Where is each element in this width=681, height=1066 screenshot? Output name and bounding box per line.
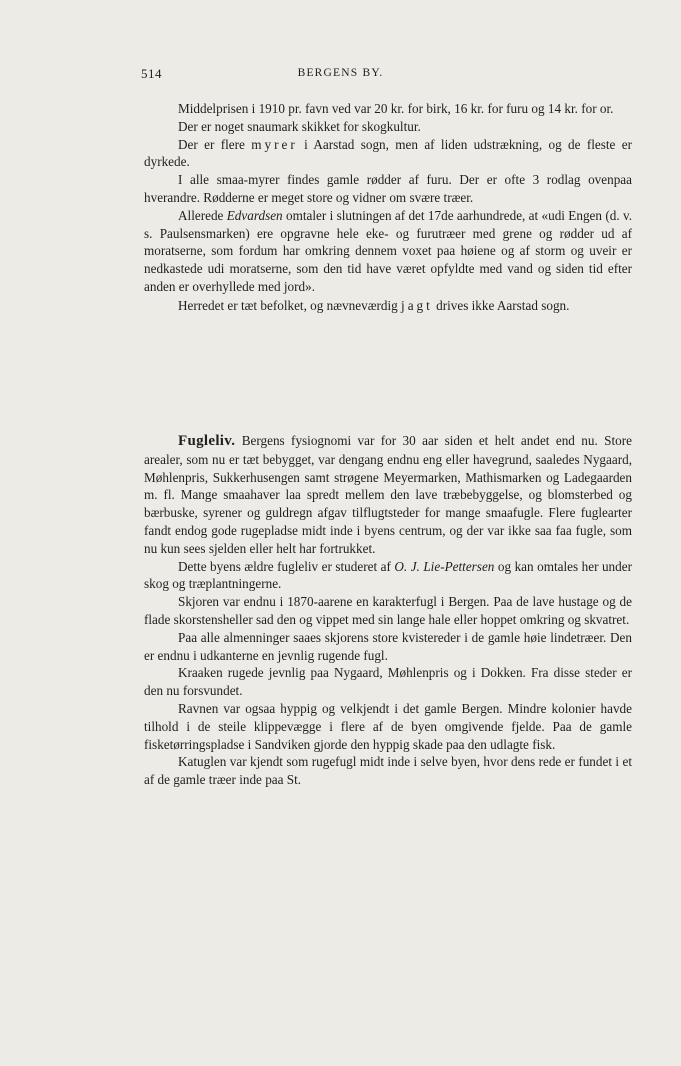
paragraph: I alle smaa-myrer findes gamle rødder af furu. Der er ofte 3 rodlag ovenpaa hverandre. Rødderne er meget store og vidner om svære træer. — [144, 172, 632, 205]
spaced-term: myrer — [251, 136, 298, 152]
paragraph: Kraaken rugede jevnlig paa Nygaard, Møhlenpris og i Dokken. Fra disse steder er den nu forsvundet. — [144, 665, 632, 699]
paragraph: Paa alle almenninger saaes skjorens store kvistereder i de gamle høie lindetræer. Den er endnu i udkanterne en jevnlig rugende fugl. — [144, 629, 632, 663]
paragraph: Der er noget snaumark skikket for skogkultur. — [178, 118, 421, 134]
page-number: 514 — [141, 66, 162, 81]
author-name: Edvardsen — [226, 207, 283, 223]
section-heading: Fugleliv. — [178, 433, 236, 449]
paragraph: Middelprisen i 1910 pr. favn ved var 20 kr. for birk, 16 kr. for furu og 14 kr. for or. — [178, 101, 614, 116]
paragraph: Der er flere myrer i Aarstad sogn, men af liden udstrækning, og de fleste er dyrkede. — [144, 136, 632, 170]
paragraph: Herredet er tæt befolket, og nævneværdig jagt drives ikke Aarstad sogn. — [178, 297, 570, 313]
author-name: O. J. Lie-Pettersen — [394, 558, 495, 574]
paragraph: Ravnen var ogsaa hyppig og velkjendt i det gamle Bergen. Mindre kolonier havde tilhold i de steile klippevægge i flere af de byen omgivende fjelde. Paa de gamle fisketørringspladse i Sandviken gjorde den hyppig skade paa den udlagte fisk. — [144, 700, 632, 752]
paragraph: Fugleliv. Bergens fysiognomi var for 30 aar siden et helt andet end nu. Store arealer, som nu er tæt bebygget, var dengang endnu eng eller havegrund, saaledes Nygaard, Møhlenpris, Sukkerhusengen samt strøgene Meyermarken, Mathismarken og Ladegaarden m. fl. Mange smaahaver laa spredt mellem den lave træbebyggelse, og blomsterbed og bærbuske, syrener og guldregn afgav tilflugtsteder for mange smaafugle. Flere fuglearter fandt endog gode rugepladse midt inde i byens centrum, og der var ikke saa faa fugle, som nu kun sees sjelden eller helt har fortrukket. — [144, 433, 632, 556]
spaced-term: jagt — [401, 297, 433, 313]
paragraph: Skjoren var endnu i 1870-aarene en karakterfugl i Bergen. Paa de lave hustage og de flade skorstensheller sad den og vippet med sin lange hale eller hoppet omkring og skvatret. — [144, 594, 632, 627]
running-head: BERGENS BY. — [297, 67, 384, 79]
text-block-aarstad — [144, 100, 632, 315]
paragraph: Dette byens ældre fugleliv er studeret af O. J. Lie-Pettersen og kan omtales her under skog og træplantningerne. — [144, 558, 632, 592]
text-block-fugleliv — [144, 432, 632, 789]
paragraph: Allerede Edvardsen omtaler i slutningen af det 17de aarhundrede, at «udi Engen (d. v. s. Paulsensmarken) ere opgravne hele eke- og furutræer med grene og rødder ud af moratserne, som fordum har omkring dennem voxet paa høiene og af storm og uveir er nedkastede udi moratserne, som den tid have været opfyldte med vand og siden tid efter anden er overhyllede med jord». — [144, 207, 632, 294]
paragraph: Katuglen var kjendt som rugefugl midt inde i selve byen, hvor dens rede er fundet i et af de gamle træer inde paa St. — [144, 754, 632, 788]
